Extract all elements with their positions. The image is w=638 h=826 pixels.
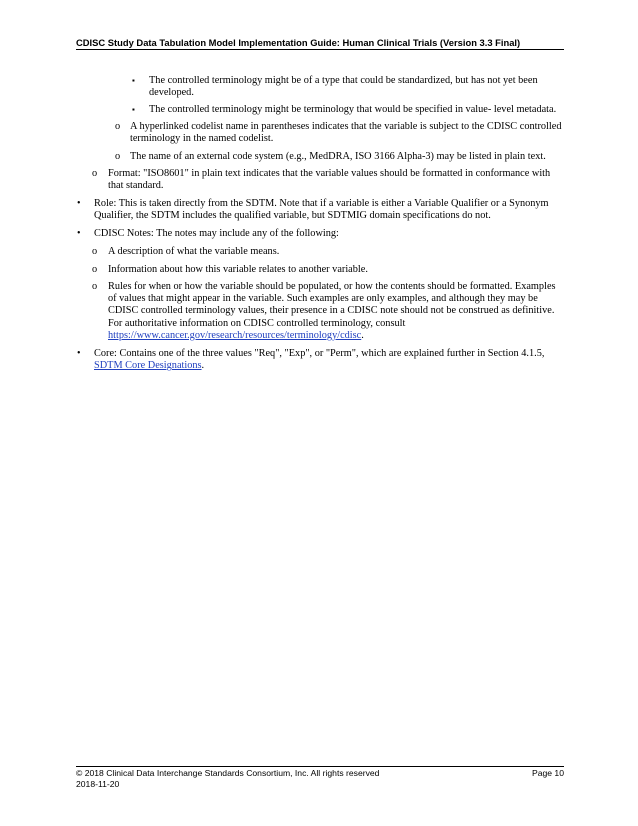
list-item-text: Format: "ISO8601" in plain text indicates that the variable values should be formatted in conformance with that standard. [108, 168, 551, 192]
page-number: Page 10 [531, 768, 564, 778]
square-bullet-icon: ▪ [132, 76, 135, 85]
bullet-icon: • [77, 228, 81, 239]
bullet-icon: • [77, 198, 81, 209]
list-item [74, 198, 564, 222]
circle-bullet-icon: o [92, 281, 98, 292]
list-item-text [108, 281, 564, 342]
circle-bullet-icon: o [92, 168, 98, 179]
list-item-text: Information about how this variable relates to another variable. [108, 264, 368, 275]
list-item [92, 264, 564, 276]
list-item [92, 246, 564, 258]
page-header-title: CDISC Study Data Tabulation Model Implementation Guide: Human Clinical Trials (Version 3.3 Final) [76, 37, 521, 48]
circle-bullet-icon: o [92, 246, 98, 257]
bullet-icon: • [77, 348, 81, 359]
list-item-text: CDISC Notes: The notes may include any of the following: [94, 228, 339, 239]
page-footer [76, 768, 564, 790]
list-item-text: Role: This is taken directly from the SDTM. Note that if a variable is either a Variable Qualifier or a Synonym Qualifier, the SDTM includes the qualified variable, but SDTMIG domain specifications do not. [94, 198, 549, 222]
cdisc-terminology-link[interactable]: https://www.cancer.gov/research/resources/terminology/cdisc [108, 329, 362, 341]
footer-copyright: © 2018 Clinical Data Interchange Standards Consortium, Inc. All rights reserved [76, 768, 380, 778]
circle-bullet-icon: o [92, 264, 98, 275]
circle-bullet-icon: o [115, 151, 121, 162]
circle-bullet-icon: o [115, 121, 121, 132]
footer-divider [76, 766, 564, 767]
list-item-text: The name of an external code system (e.g., MedDRA, ISO 3166 Alpha-3) may be listed in plain text. [130, 151, 546, 162]
list-item [132, 75, 564, 99]
list-item [74, 228, 564, 240]
list-item-text: A hyperlinked codelist name in parentheses indicates that the variable is subject to the CDISC controlled terminology in the named codelist. [130, 121, 562, 145]
header-divider [76, 49, 564, 50]
list-item [132, 104, 564, 116]
notes-rules-text: Rules for when or how the variable should be populated, or how the contents should be formatted. Examples of values that might appear in the variable. Such examples are only examples, and although they may be CDISC controlled terminology values, their presence in a CDISC note should not be construed as definitive. For authoritative information on CDISC controlled terminology, consult [108, 281, 556, 329]
list-item [74, 348, 564, 372]
core-text: Core: Contains one of the three values "Req", "Exp", or "Perm", which are explained further in Section 4.1.5, [94, 348, 545, 359]
list-item-text [94, 348, 564, 372]
list-item-text: The controlled terminology might be terminology that would be specified in value- level metadata. [149, 104, 557, 115]
sentence-end: . [201, 360, 205, 372]
list-item [115, 121, 564, 145]
square-bullet-icon: ▪ [132, 105, 135, 114]
sdtm-core-designations-link[interactable]: SDTM Core Designations [94, 360, 202, 372]
list-item [92, 281, 564, 342]
sentence-end: . [361, 329, 364, 341]
list-item [92, 168, 564, 192]
list-item [115, 151, 564, 163]
footer-date: 2018-11-20 [76, 779, 120, 789]
list-item-text: A description of what the variable means. [108, 246, 280, 257]
list-item-text: The controlled terminology might be of a type that could be standardized, but has not yet been developed. [149, 75, 538, 99]
